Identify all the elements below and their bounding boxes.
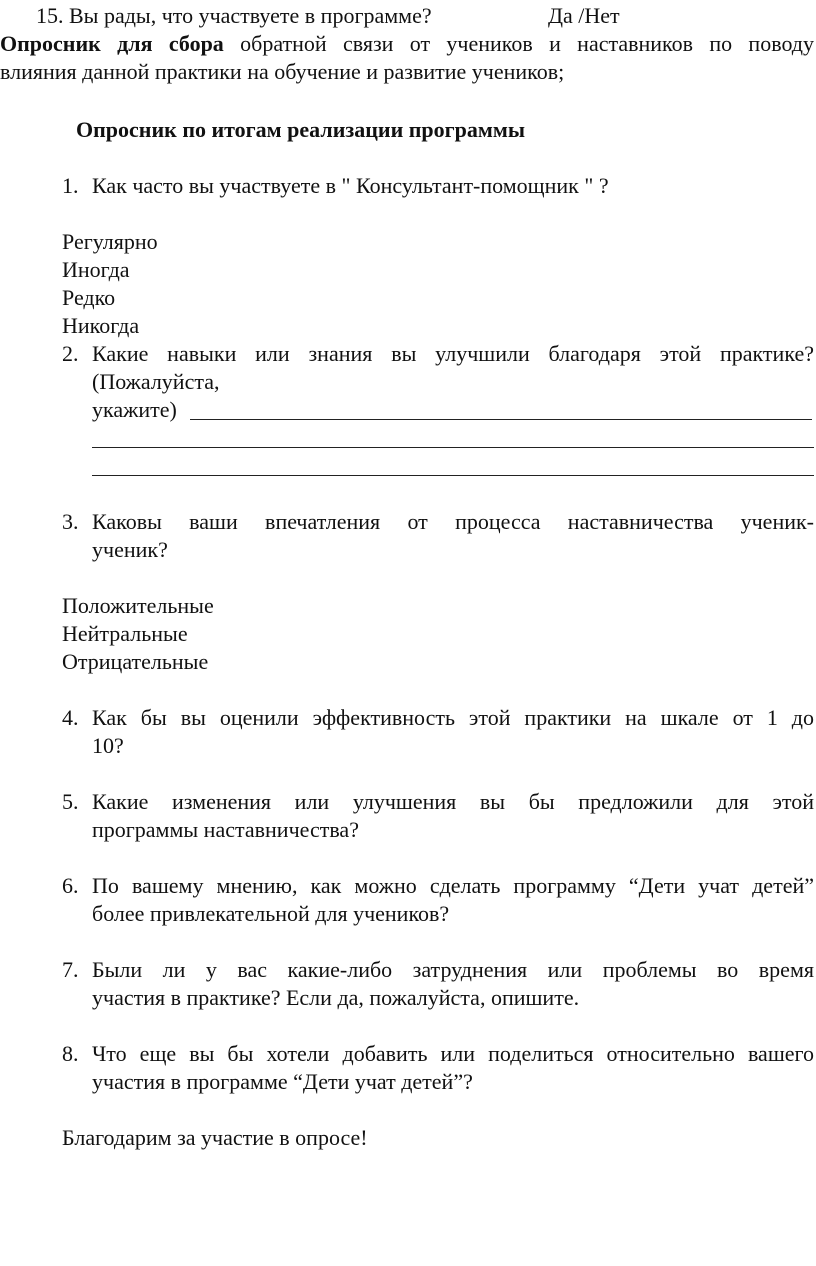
q1-option: Регулярно xyxy=(62,229,158,254)
q1-text: Как часто вы участвуете в " Консультант-помощник " ? xyxy=(92,173,609,198)
q3-option: Нейтральные xyxy=(62,621,188,646)
q2-answer-line-3[interactable] xyxy=(92,475,814,476)
q4-line-2: 10? xyxy=(92,733,124,758)
q3-option: Отрицательные xyxy=(62,649,209,674)
q3-number: 3. xyxy=(62,509,79,534)
q6-number: 6. xyxy=(62,873,79,898)
q4-number: 4. xyxy=(62,705,79,730)
q1-option: Никогда xyxy=(62,313,140,338)
q2-number: 2. xyxy=(62,341,79,366)
q5-line-1: Какие изменения или улучшения вы бы предложили для этой xyxy=(92,789,814,814)
q6-line-1: По вашему мнению, как можно сделать программу “Дети учат детей” xyxy=(92,873,814,898)
intro-line-2: влияния данной практики на обучение и развитие учеников; xyxy=(0,59,565,84)
intro-line-1 xyxy=(0,30,814,58)
q8-number: 8. xyxy=(62,1041,79,1066)
q8-line-2: участия в программе “Дети учат детей”? xyxy=(92,1069,473,1094)
intro-bold: Опросник для сбора xyxy=(0,31,224,56)
intro-rest: обратной связи от учеников и наставников по поводу xyxy=(240,31,814,56)
q7-line-2: участия в практике? Если да, пожалуйста, опишите. xyxy=(92,985,580,1010)
q3-line-1: Каковы ваши впечатления от процесса наставничества ученик- xyxy=(92,509,814,534)
q7-number: 7. xyxy=(62,957,79,982)
q6-line-2: более привлекательной для учеников? xyxy=(92,901,450,926)
q5-number: 5. xyxy=(62,789,79,814)
q2-line-2: (Пожалуйста, xyxy=(92,369,220,394)
q2-line-1: Какие навыки или знания вы улучшили благодаря этой практике? xyxy=(92,341,814,366)
item-15-question: 15. Вы рады, что участвуете в программе? xyxy=(36,3,432,28)
q2-answer-line-2[interactable] xyxy=(92,447,814,448)
q7-line-1: Были ли у вас какие-либо затруднения или проблемы во время xyxy=(92,957,814,982)
q4-line-1: Как бы вы оценили эффективность этой практики на шкале от 1 до xyxy=(92,705,814,730)
q1-number: 1. xyxy=(62,173,79,198)
thank-you-note: Благодарим за участие в опросе! xyxy=(62,1125,368,1150)
survey-title: Опросник по итогам реализации программы xyxy=(76,117,526,142)
q1-option: Редко xyxy=(62,285,116,310)
q8-line-1: Что еще вы бы хотели добавить или поделиться относительно вашего xyxy=(92,1041,814,1066)
q3-line-2: ученик? xyxy=(92,537,168,562)
q1-option: Иногда xyxy=(62,257,130,282)
item-15-answer: Да /Нет xyxy=(548,3,620,28)
q3-option: Положительные xyxy=(62,593,214,618)
q2-answer-line-1[interactable] xyxy=(190,419,812,420)
q5-line-2: программы наставничества? xyxy=(92,817,359,842)
q2-line-3: укажите) xyxy=(92,397,177,422)
